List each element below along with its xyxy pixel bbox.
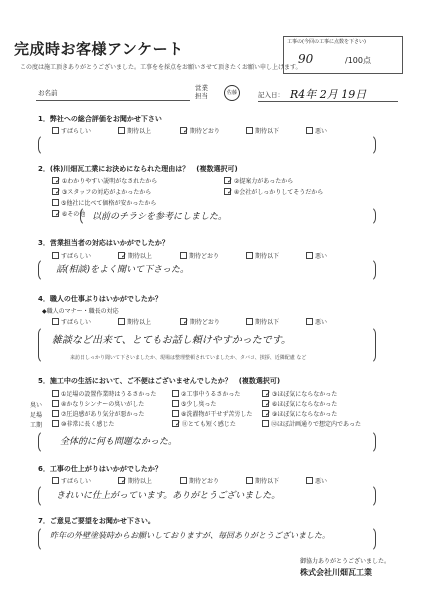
q2-option-3[interactable]: ✓③スタッフの対応がよかったから [52,187,151,196]
q5-option-7[interactable]: ⑦圧迫感があり気分が悪かった [52,409,144,418]
q3-option-2[interactable]: 期待どおり [180,251,219,260]
q4-option-4[interactable]: 悪い [306,317,327,326]
q4-option-3[interactable]: 期待以下 [246,317,279,326]
q3-title: 3．営業担当者の対応はいかがでしたか？ [38,239,169,247]
q5-option-11[interactable]: ✓⑪とても短く感じた [172,419,236,428]
q4-option-1[interactable]: 期待以上 [118,317,151,326]
q2-option-5[interactable]: ⑤他社に比べて価格が安かったから [52,198,156,207]
q4-option-0[interactable]: すばらしい [52,317,91,326]
date-value[interactable]: R4年 2月 19日 [290,88,367,101]
q3-option-0[interactable]: すばらしい [52,251,91,260]
q6-option-3[interactable]: 期待以下 [246,476,279,485]
q4-subtitle: ◆職人のマナー・職長の対応 [42,308,119,315]
q5-row-label-1: 臭い [30,402,43,409]
date-line [258,101,398,102]
q6-option-0[interactable]: すばらしい [52,476,91,485]
q4-note: 来訪日しっかり聞いて下さいましたか、現場は整理整頓されていましたか、タバコ、挨拶、近隣配慮 など [70,355,307,361]
q6-answer[interactable]: きれいに仕上がっています。ありがとうございました。 [56,491,281,501]
q5-option-8[interactable]: ⑧洗濯物が干せず苦労した [172,409,252,418]
name-line [36,100,190,101]
q4-answer[interactable]: 雑談など出来て、とてもお話し頼けやすかったです。 [52,335,291,346]
q1-option-2[interactable]: ✓期待どおり [180,126,220,135]
q3-option-1[interactable]: ✓期待以上 [118,251,152,260]
q3-option-3[interactable]: 期待以下 [246,251,279,260]
q5-option-6[interactable]: ✓⑥ほぼ気にならなかった [262,399,337,408]
page-title: 完成時お客様アンケート [14,40,184,58]
q5-option-1[interactable]: ①足場の設置作業時はうるさかった [52,389,156,398]
q7-answer[interactable]: 昨年の外壁塗装時からお願いしておりますが、毎回ありがとうございました。 [50,531,330,540]
q5-row-label-2: 足場 [30,412,43,419]
q2-option-6[interactable]: ✓⑥その他 [52,209,85,218]
name-label: お名前 [38,89,58,97]
thanks-text: 御協力ありがとうございました。 [300,558,391,565]
q5-option-2[interactable]: ②工事中うるさかった [172,389,240,398]
q2-option-4[interactable]: ✓④会社がしっかりしてそうだから [224,187,323,196]
q1-option-0[interactable]: すばらしい [52,126,91,135]
q5-option-10[interactable]: ⑩非常に長く感じた [52,419,114,428]
q6-title: 6．工事の仕上がりはいかがでしたか？ [38,465,162,473]
q5-option-3[interactable]: ✓③ほぼ気にならなかった [262,389,337,398]
q5-option-5[interactable]: ⑤少し臭った [172,399,216,408]
q1-option-4[interactable]: 悪い [306,126,327,135]
q3-option-4[interactable]: 悪い [306,251,327,260]
q6-option-4[interactable]: 悪い [306,476,327,485]
q5-answer[interactable]: 全体的に何も問題なかった。 [60,437,178,447]
score-unit: /100点 [345,56,371,65]
score-note: 工事の(今回の工事に点数を下さい) [287,39,366,45]
q3-answer[interactable]: 話(相談)をよく聞いて下さった。 [56,265,190,275]
q7-title: 7．ご意見ご要望をお聞かせ下さい。 [38,517,155,525]
q1-answer-area[interactable] [38,134,376,156]
q4-title: 4．職人の仕事ぶりはいかがでしたか？ [38,295,162,303]
sales-stamp: 佐藤 [224,85,240,101]
q2-title: 2．(株)川畑瓦工業にお決めになられた理由は？ (複数選択可) [38,165,238,173]
q5-row-label-3: 工期 [30,422,43,429]
q2-option-1[interactable]: ✓①わかりやすい説明がなされたから [52,176,157,185]
q1-option-3[interactable]: 期待以下 [246,126,279,135]
q1-title: 1．弊社への総合評価をお聞かせ下さい [38,115,162,123]
q6-option-2[interactable]: 期待どおり [180,476,219,485]
q5-option-12[interactable]: ⑫ほぼ計画通りで想定内であった [262,419,361,428]
q5-title: 5．施工中の生活において、ご不便はございませんでしたか？ (複数選択可) [38,377,281,385]
intro-text: この度は施工頂きありがとうございました。工事をを採点をお願いさせて頂きたくお願い申し上げます。 [20,64,302,71]
q5-option-9[interactable]: ✓⑨ほぼ気にならなかった [262,409,337,418]
date-label: 記入日： [258,91,284,99]
q2-option-2[interactable]: ✓②提案力があったから [224,176,293,185]
q2-other-answer[interactable]: 以前のチラシを参考にしました。 [92,212,228,222]
q5-option-4[interactable]: ④かなりシンナーの臭いがした [52,399,144,408]
q6-option-1[interactable]: ✓期待以上 [118,476,152,485]
score-value[interactable]: 90 [298,52,314,66]
q1-option-1[interactable]: 期待以上 [118,126,151,135]
sales-label: 営業 担当 [195,84,208,100]
q4-option-2[interactable]: ✓期待どおり [180,317,220,326]
company-name: 株式会社川畑瓦工業 [300,568,372,577]
